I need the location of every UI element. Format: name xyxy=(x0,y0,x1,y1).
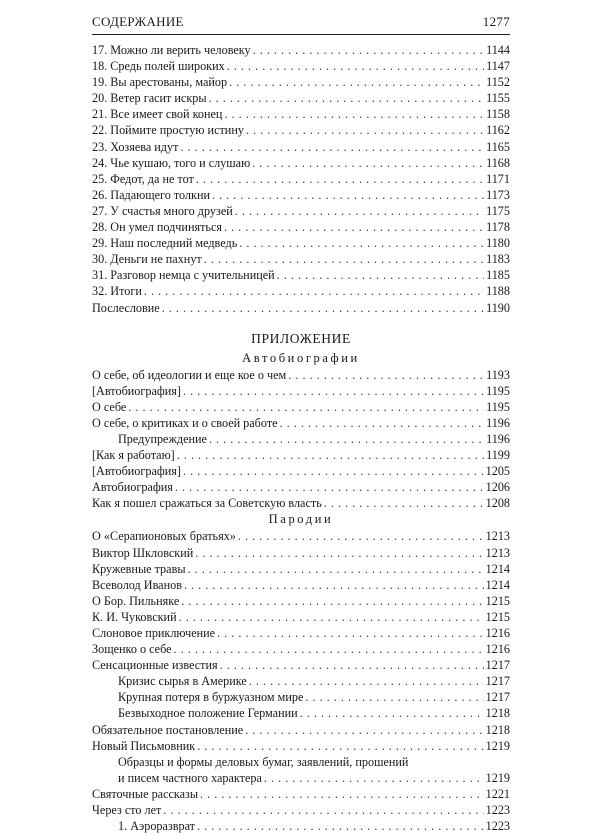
toc-entry-page: 1168 xyxy=(486,155,510,170)
toc-entry[interactable] xyxy=(92,383,510,399)
dot-leader xyxy=(128,399,484,415)
toc-entry-title: Как я пошел сражаться за Советскую власть xyxy=(92,496,322,511)
toc-entry-page: 1196 xyxy=(486,415,510,430)
toc-entry[interactable] xyxy=(92,545,510,561)
dot-leader xyxy=(204,251,484,267)
dot-leader xyxy=(144,283,484,299)
toc-entry-title: [Как я работаю] xyxy=(92,448,175,463)
toc-entry-page: 1206 xyxy=(485,480,510,495)
toc-entry-page: 1178 xyxy=(486,220,510,235)
dot-leader xyxy=(212,187,484,203)
dot-leader xyxy=(177,447,484,463)
toc-entry[interactable] xyxy=(92,673,510,689)
dot-leader xyxy=(277,267,484,283)
toc-entry-page: 1195 xyxy=(486,399,510,414)
toc-entry-title: О себе, о критиках и о своей работе xyxy=(92,415,278,430)
toc-entry[interactable] xyxy=(92,447,510,463)
toc-entry-page: 1195 xyxy=(486,383,510,398)
toc-entry-title: 27. У счастья много друзей xyxy=(92,203,233,218)
toc-entry-title: К. И. Чуковский xyxy=(92,609,177,624)
toc-entry-title: 19. Вы арестованы, майор xyxy=(92,75,228,90)
toc-entry-title: О Бор. Пильняке xyxy=(92,593,180,608)
toc-entry-page: 1193 xyxy=(486,367,510,382)
table-of-contents xyxy=(92,42,510,834)
toc-entry-page: 1205 xyxy=(485,464,510,479)
toc-entry-page: 1219 xyxy=(485,738,510,753)
dot-leader xyxy=(174,641,484,657)
toc-entry[interactable] xyxy=(92,300,510,316)
toc-entry-page: 1175 xyxy=(486,203,510,218)
dot-leader xyxy=(188,561,484,577)
toc-entry[interactable] xyxy=(92,139,510,155)
header-rule xyxy=(92,34,510,35)
toc-entry[interactable] xyxy=(92,479,510,495)
dot-leader xyxy=(217,625,484,641)
toc-entry-title: 1. Аэроразврат xyxy=(118,819,195,834)
dot-leader xyxy=(200,786,484,802)
toc-entry-title: Новый Письмовник xyxy=(92,738,196,753)
toc-entry-page: 1158 xyxy=(486,107,510,122)
appendix-title: ПРИЛОЖЕНИЕ xyxy=(251,330,351,346)
dot-leader xyxy=(220,657,484,673)
toc-entry-title: 29. Наш последний медведь xyxy=(92,236,238,251)
toc-entry-title: Всеволод Иванов xyxy=(92,577,182,592)
toc-entry-page: 1152 xyxy=(486,75,510,90)
toc-entry[interactable] xyxy=(92,770,510,786)
toc-entry-page: 1218 xyxy=(485,706,510,721)
toc-entry[interactable] xyxy=(92,122,510,138)
toc-entry[interactable] xyxy=(92,818,510,834)
toc-entry[interactable] xyxy=(92,267,510,283)
toc-list-chapters xyxy=(92,42,510,316)
autobiographies-title: Автобиографии xyxy=(242,350,360,365)
toc-entry[interactable] xyxy=(92,657,510,673)
dot-leader xyxy=(224,219,484,235)
toc-entry-title: О себе xyxy=(92,399,127,414)
toc-entry-title: Автобиография xyxy=(92,480,173,495)
toc-entry[interactable] xyxy=(92,235,510,251)
dot-leader xyxy=(195,545,483,561)
toc-entry-title: Сенсационные известия xyxy=(92,658,218,673)
toc-entry-page: 1196 xyxy=(486,431,510,446)
toc-entry-page: 1185 xyxy=(486,268,510,283)
toc-entry-page: 1218 xyxy=(485,722,510,737)
toc-entry[interactable] xyxy=(92,593,510,609)
toc-entry-page: 1217 xyxy=(485,674,510,689)
toc-entry[interactable] xyxy=(92,802,510,818)
toc-entry-title: 22. Поймите простую истину xyxy=(92,123,244,138)
toc-entry-title: Предупреждение xyxy=(118,431,207,446)
dot-leader xyxy=(227,58,484,74)
toc-entry-title: 23. Хозяева идут xyxy=(92,139,179,154)
toc-entry[interactable] xyxy=(92,495,510,511)
toc-entry-page: 1214 xyxy=(485,561,510,576)
toc-entry-title: Слоновое приключение xyxy=(92,626,216,640)
toc-entry[interactable] xyxy=(92,367,510,383)
toc-entry-page: 1215 xyxy=(485,593,510,608)
dot-leader xyxy=(180,139,484,155)
toc-entry-page: 1213 xyxy=(485,545,510,560)
toc-entry-title: Святочные рассказы xyxy=(92,786,199,801)
dot-leader xyxy=(209,431,484,447)
toc-entry[interactable] xyxy=(92,74,510,90)
dot-leader xyxy=(197,818,484,834)
toc-entry-title: 21. Все имеет свой конец xyxy=(92,107,223,122)
toc-entry[interactable] xyxy=(92,283,510,299)
toc-entry-page: 1208 xyxy=(485,496,510,511)
toc-entry[interactable] xyxy=(92,399,510,415)
toc-entry-title: 25. Федот, да не тот xyxy=(92,171,194,186)
dot-leader xyxy=(196,171,484,187)
toc-entry[interactable] xyxy=(92,561,510,577)
dot-leader xyxy=(246,122,484,138)
toc-entry-title: Безвыходное положение Германии xyxy=(118,706,298,721)
toc-entry[interactable] xyxy=(92,641,510,657)
toc-entry-title: 17. Можно ли верить человеку xyxy=(92,43,251,57)
toc-entry[interactable] xyxy=(92,431,510,447)
toc-entry-title: Обязательное постановление xyxy=(92,722,244,737)
toc-entry[interactable] xyxy=(92,625,510,641)
toc-entry-page: 1216 xyxy=(485,642,510,657)
toc-entry[interactable] xyxy=(92,722,510,738)
toc-entry-page: 1215 xyxy=(485,609,510,624)
toc-entry-title: 20. Ветер гасит искры xyxy=(92,91,207,106)
toc-entry-title: Через сто лет xyxy=(92,803,162,818)
dot-leader xyxy=(162,300,484,316)
toc-entry[interactable] xyxy=(92,705,510,721)
toc-entry-page: 1188 xyxy=(486,284,510,299)
toc-entry-title: [Автобиография] xyxy=(92,464,181,479)
dot-leader xyxy=(249,673,484,689)
toc-entry[interactable] xyxy=(92,609,510,625)
toc-entry-page: 1147 xyxy=(486,59,510,74)
header-title: СОДЕРЖАНИЕ xyxy=(92,14,184,29)
running-header xyxy=(92,14,510,30)
toc-entry[interactable] xyxy=(92,155,510,171)
toc-entry-page: 1223 xyxy=(485,803,510,818)
dot-leader xyxy=(229,74,484,90)
toc-entry-title: 30. Деньги не пахнут xyxy=(92,252,202,267)
toc-entry-title: О себе, об идеологии и еще кое о чем xyxy=(92,367,287,382)
toc-entry-title: и писем частного характера xyxy=(118,770,262,785)
dot-leader xyxy=(238,528,484,544)
toc-entry-title: [Автобиография] xyxy=(92,383,181,398)
toc-entry-page: 1171 xyxy=(486,171,510,186)
parodies-title: Пародии xyxy=(268,512,334,527)
toc-entry-title: 26. Падающего толкни xyxy=(92,187,210,202)
toc-entry[interactable] xyxy=(92,58,510,74)
toc-entry-page: 1180 xyxy=(486,236,510,251)
toc-entry-page: 1162 xyxy=(486,123,510,138)
toc-entry-title: Кризис сырья в Америке xyxy=(118,674,247,689)
dot-leader xyxy=(197,738,483,754)
dot-leader xyxy=(245,722,483,738)
toc-entry-page: 1199 xyxy=(486,448,510,463)
toc-entry[interactable] xyxy=(92,738,510,754)
toc-entry[interactable] xyxy=(92,106,510,122)
toc-entry-page: 1217 xyxy=(485,658,510,673)
toc-entry[interactable] xyxy=(92,171,510,187)
toc-entry[interactable] xyxy=(92,187,510,203)
toc-entry-title: 32. Итоги xyxy=(92,284,142,299)
toc-entry-title: О «Серапионовых братьях» xyxy=(92,529,236,544)
toc-entry-page: 1213 xyxy=(485,529,510,544)
toc-entry-title: 28. Он умел подчиняться xyxy=(92,220,222,235)
toc-list-parodies xyxy=(92,528,510,834)
dot-leader xyxy=(183,463,484,479)
toc-entry-title: 24. Чье кушаю, того и слушаю xyxy=(92,155,251,170)
dot-leader xyxy=(288,367,484,383)
toc-entry[interactable] xyxy=(92,219,510,235)
dot-leader xyxy=(163,802,483,818)
toc-entry-continued: Образцы и формы деловых бумаг, заявлений, прошений xyxy=(118,754,409,769)
toc-entry-page: 1190 xyxy=(486,300,510,315)
toc-entry-title: Виктор Шкловский xyxy=(92,545,194,560)
toc-entry-title: Послесловие xyxy=(92,300,160,315)
toc-entry-page: 1221 xyxy=(485,786,510,801)
toc-entry-page: 1223 xyxy=(485,819,510,834)
toc-entry-title: Зощенко о себе xyxy=(92,642,172,657)
toc-entry-page: 1216 xyxy=(485,626,510,640)
toc-entry[interactable] xyxy=(92,786,510,802)
toc-entry-title: 31. Разговор немца с учительницей xyxy=(92,268,275,283)
dot-leader xyxy=(253,42,484,58)
toc-entry[interactable] xyxy=(92,577,510,593)
toc-entry-page: 1217 xyxy=(485,690,510,705)
toc-entry[interactable] xyxy=(92,203,510,219)
dot-leader xyxy=(324,495,484,511)
dot-leader xyxy=(252,155,484,171)
dot-leader xyxy=(184,577,484,593)
dot-leader xyxy=(239,235,484,251)
page-number: 1277 xyxy=(482,14,510,29)
dot-leader xyxy=(264,770,484,786)
dot-leader xyxy=(300,705,484,721)
toc-list-autobiographies xyxy=(92,367,510,512)
toc-entry-page: 1165 xyxy=(486,139,510,154)
toc-entry-page: 1144 xyxy=(486,43,510,57)
toc-entry-title: 18. Средь полей широких xyxy=(92,59,225,74)
toc-entry-page: 1155 xyxy=(486,91,510,106)
dot-leader xyxy=(183,383,484,399)
dot-leader xyxy=(181,593,483,609)
dot-leader xyxy=(235,203,484,219)
dot-leader xyxy=(305,689,483,705)
toc-entry[interactable] xyxy=(92,689,510,705)
toc-entry-page: 1183 xyxy=(486,252,510,267)
dot-leader xyxy=(224,106,484,122)
toc-entry-page: 1219 xyxy=(485,770,510,785)
dot-leader xyxy=(280,415,485,431)
toc-entry[interactable] xyxy=(92,251,510,267)
toc-entry[interactable] xyxy=(92,42,510,58)
dot-leader xyxy=(209,90,485,106)
toc-entry[interactable] xyxy=(92,528,510,544)
toc-entry[interactable] xyxy=(92,463,510,479)
toc-entry-page: 1214 xyxy=(485,577,510,592)
toc-entry-page: 1173 xyxy=(486,187,510,202)
dot-leader xyxy=(175,479,484,495)
toc-entry[interactable] xyxy=(92,415,510,431)
toc-entry[interactable] xyxy=(92,90,510,106)
toc-entry-title: Кружевные травы xyxy=(92,561,186,576)
toc-entry-title: Крупная потеря в буржуазном мире xyxy=(118,690,304,705)
dot-leader xyxy=(179,609,484,625)
